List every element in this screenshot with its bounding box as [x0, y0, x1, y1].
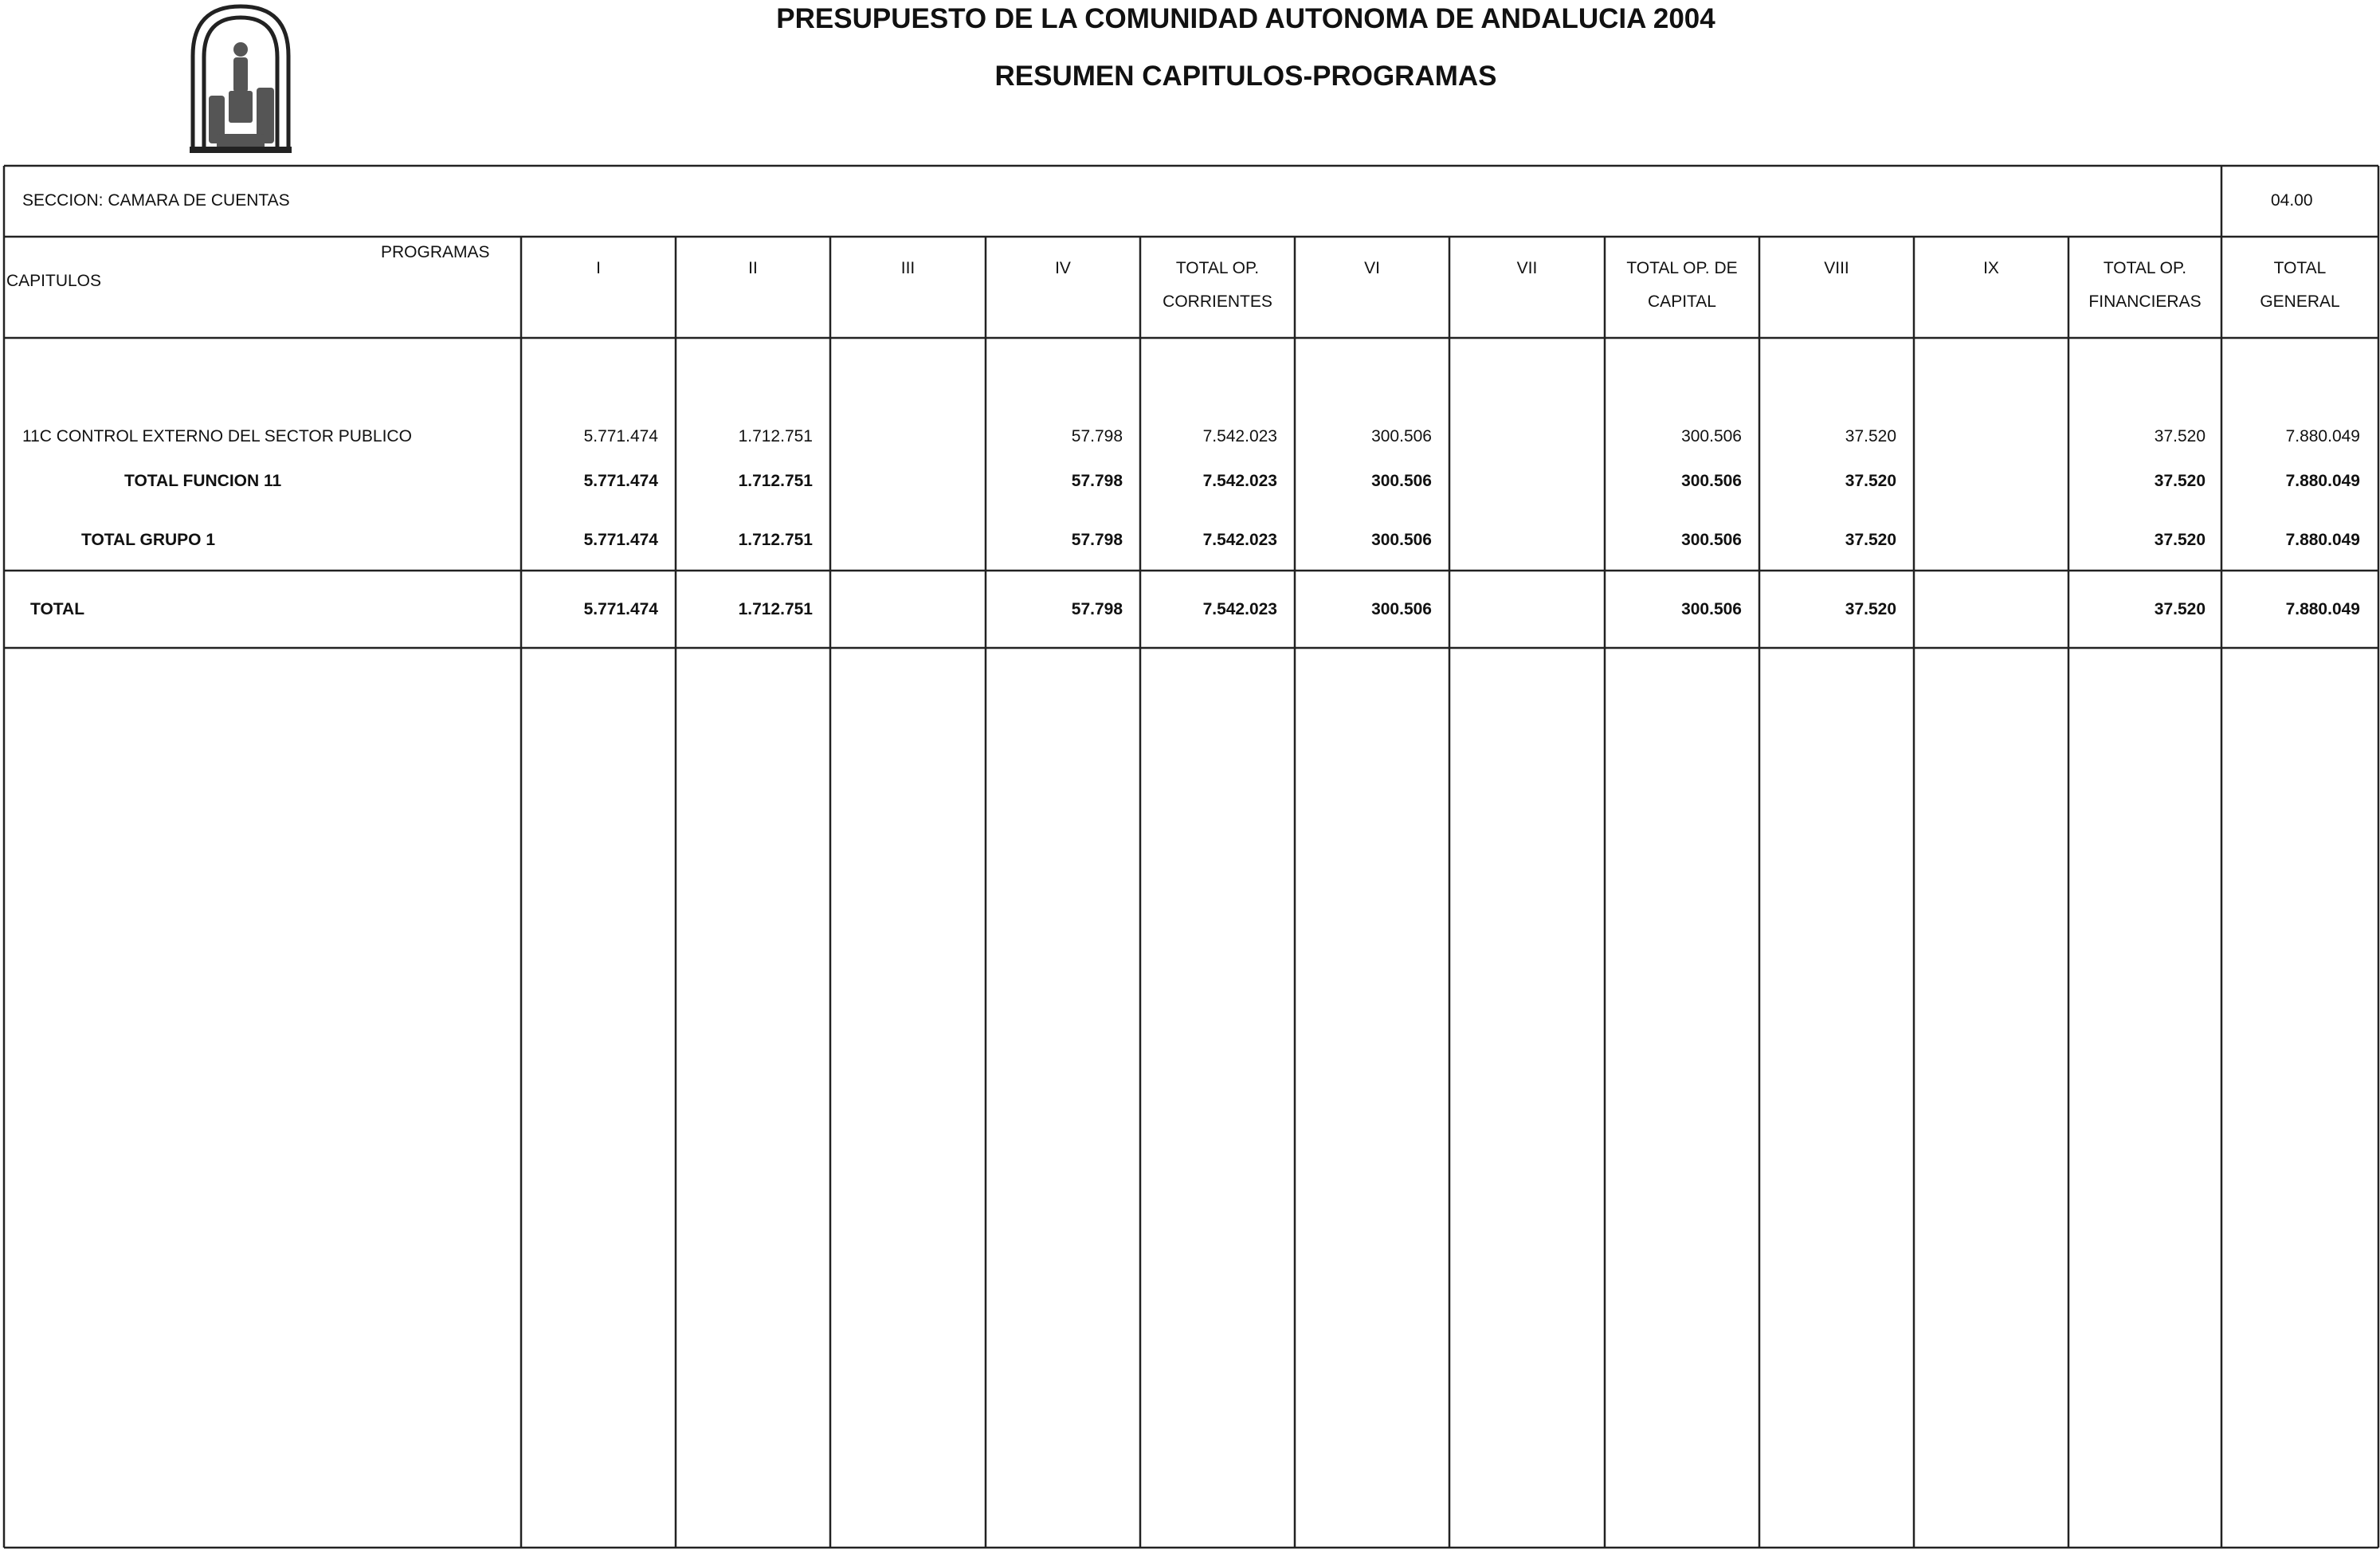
table-row-2-cell: 37.520 [1845, 531, 1896, 549]
col-header-total-op-capital: TOTAL OP. DE CAPITAL [1626, 259, 1738, 311]
table-row-1-cell: 37.520 [1845, 472, 1896, 490]
section-label: SECCION: CAMARA DE CUENTAS [22, 191, 290, 210]
col-header-vii: VII [1516, 259, 1538, 277]
table-row-1-cell: 300.506 [1371, 472, 1432, 490]
row-label-11c: 11C CONTROL EXTERNO DEL SECTOR PUBLICO [22, 427, 412, 445]
table-row-0-cell: 300.506 [1681, 427, 1742, 445]
table-total-row-cell: 57.798 [1071, 600, 1123, 618]
col-header-total-general: TOTAL GENERAL [2260, 259, 2340, 311]
table-total-row-cell: 5.771.474 [583, 600, 658, 618]
page-title: PRESUPUESTO DE LA COMUNIDAD AUTONOMA DE ANDALUCIA 2004 [776, 3, 1715, 34]
table-total-row-cell: 7.542.023 [1202, 600, 1277, 618]
table-row-0-cell: 7.542.023 [1202, 427, 1277, 445]
table-row-1-cell: 1.712.751 [738, 472, 813, 490]
table-total-row-cell: 37.520 [2154, 600, 2206, 618]
table-row-2-cell: 1.712.751 [738, 531, 813, 549]
table-row-2-cell: 57.798 [1071, 531, 1123, 549]
row-label-total: TOTAL [30, 600, 85, 618]
table-row-1-cell: 300.506 [1681, 472, 1742, 490]
table-row-1-cell: 7.880.049 [2285, 472, 2360, 490]
col-header-i: I [596, 259, 601, 277]
table-row-0-cell: 7.880.049 [2285, 427, 2360, 445]
col-header-vi: VI [1364, 259, 1380, 277]
table-row-0-cell: 37.520 [2154, 427, 2206, 445]
table-row-2-cell: 300.506 [1681, 531, 1742, 549]
programas-label: PROGRAMAS [381, 243, 490, 261]
table-row-0-cell: 37.520 [1845, 427, 1896, 445]
col-header-ix: IX [1983, 259, 1999, 277]
row-label-total-grupo: TOTAL GRUPO 1 [81, 531, 216, 549]
table-row-2-cell: 7.542.023 [1202, 531, 1277, 549]
table-row-1-cell: 57.798 [1071, 472, 1123, 490]
page-subtitle: RESUMEN CAPITULOS-PROGRAMAS [994, 61, 1497, 92]
col-header-total-op-corrientes: TOTAL OP. CORRIENTES [1163, 259, 1272, 311]
table-row-2-cell: 5.771.474 [583, 531, 658, 549]
table-row-1-cell: 37.520 [2154, 472, 2206, 490]
table-total-row-cell: 37.520 [1845, 600, 1896, 618]
table-row-1-cell: 5.771.474 [583, 472, 658, 490]
table-row-0-cell: 300.506 [1371, 427, 1432, 445]
table-row-2-cell: 300.506 [1371, 531, 1432, 549]
col-header-iv: IV [1055, 259, 1071, 277]
col-header-total-op-financieras: TOTAL OP. FINANCIERAS [2088, 259, 2202, 311]
capitulos-label: CAPITULOS [6, 272, 102, 290]
table-total-row-cell: 7.880.049 [2285, 600, 2360, 618]
table-row-1-cell: 7.542.023 [1202, 472, 1277, 490]
table-total-row-cell: 300.506 [1371, 600, 1432, 618]
col-header-viii: VIII [1824, 259, 1849, 277]
table-row-2-cell: 37.520 [2154, 531, 2206, 549]
table-total-row-cell: 300.506 [1681, 600, 1742, 618]
table-row-0-cell: 1.712.751 [738, 427, 813, 445]
col-header-ii: II [748, 259, 758, 277]
table-row-2-cell: 7.880.049 [2285, 531, 2360, 549]
table-total-row-cell: 1.712.751 [738, 600, 813, 618]
table-row-0-cell: 57.798 [1071, 427, 1123, 445]
row-label-total-funcion: TOTAL FUNCION 11 [124, 472, 282, 490]
col-header-iii: III [900, 259, 916, 277]
table-row-0-cell: 5.771.474 [583, 427, 658, 445]
section-code: 04.00 [2271, 191, 2313, 210]
